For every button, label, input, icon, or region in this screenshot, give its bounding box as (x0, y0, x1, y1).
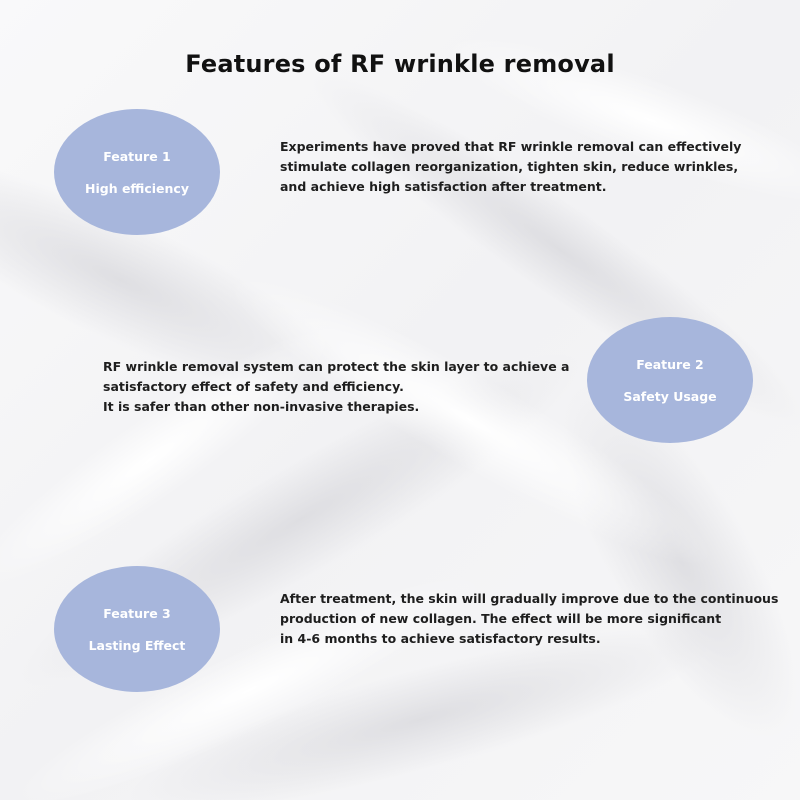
feature-2-line: RF wrinkle removal system can protect the skin layer to achieve a (103, 359, 570, 374)
feature-3-line: After treatment, the skin will gradually improve due to the continuous (280, 591, 779, 606)
feature-3-badge (54, 566, 220, 692)
feature-1-line: stimulate collagen reorganization, tighten skin, reduce wrinkles, (280, 159, 739, 174)
feature-1-line: Experiments have proved that RF wrinkle removal can effectively (280, 139, 742, 154)
feature-1-number: Feature 1 (103, 148, 171, 164)
feature-1-line: and achieve high satisfaction after treatment. (280, 179, 607, 194)
feature-3-name: Lasting Effect (88, 637, 186, 653)
feature-1-badge (54, 109, 220, 235)
feature-2-badge (587, 317, 753, 443)
feature-3-number: Feature 3 (103, 605, 171, 621)
feature-2-description (103, 357, 569, 417)
feature-3-description (280, 589, 778, 649)
feature-3-line: in 4-6 months to achieve satisfactory results. (280, 631, 601, 646)
feature-2-name: Safety Usage (623, 388, 717, 404)
feature-2-number: Feature 2 (636, 356, 704, 372)
feature-1-description (280, 137, 741, 197)
feature-2-line: satisfactory effect of safety and efficiency. (103, 379, 404, 394)
feature-1-name: High efficiency (85, 180, 189, 196)
page-title: Features of RF wrinkle removal (185, 50, 615, 78)
feature-3-line: production of new collagen. The effect will be more significant (280, 611, 722, 626)
feature-2-line: It is safer than other non-invasive therapies. (103, 399, 420, 414)
